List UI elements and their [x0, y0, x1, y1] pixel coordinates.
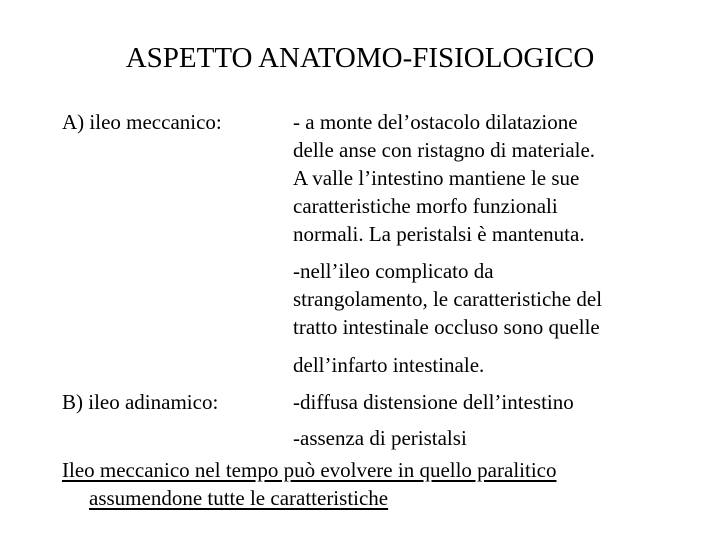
section-a-paragraph-2: [293, 257, 693, 341]
text-line: caratteristiche morfo funzionali: [293, 194, 558, 218]
text-line: -nell’ileo complicato da: [293, 259, 494, 283]
text-line: -diffusa distensione dell’intestino: [293, 390, 574, 414]
page-title: ASPETTO ANATOMO-FISIOLOGICO: [125, 42, 595, 74]
section-a-paragraph-3: [293, 351, 693, 379]
section-a-paragraph-1: [293, 108, 693, 248]
text-line: - a monte del’ostacolo dilatazione: [293, 110, 578, 134]
text-line: tratto intestinale occluso sono quelle: [293, 315, 600, 339]
section-a-label: A) ileo meccanico:: [62, 110, 222, 134]
text-line: A valle l’intestino mantiene le sue: [293, 166, 580, 190]
text-line: dell’infarto intestinale.: [293, 353, 485, 377]
section-b-label: B) ileo adinamico:: [62, 390, 219, 414]
text-line: delle anse con ristagno di materiale.: [293, 138, 596, 162]
text-line: strangolamento, le caratteristiche del: [293, 287, 603, 311]
text-line: normali. La peristalsi è mantenuta.: [293, 222, 585, 246]
footer-line: Ileo meccanico nel tempo può evolvere in quello paralitico: [62, 458, 557, 482]
section-b-item-2: [293, 424, 693, 452]
section-b-item-1: [293, 388, 693, 416]
footer-line: assumendone tutte le caratteristiche: [89, 486, 389, 510]
footer-note: [62, 456, 556, 512]
text-line: -assenza di peristalsi: [293, 426, 467, 450]
